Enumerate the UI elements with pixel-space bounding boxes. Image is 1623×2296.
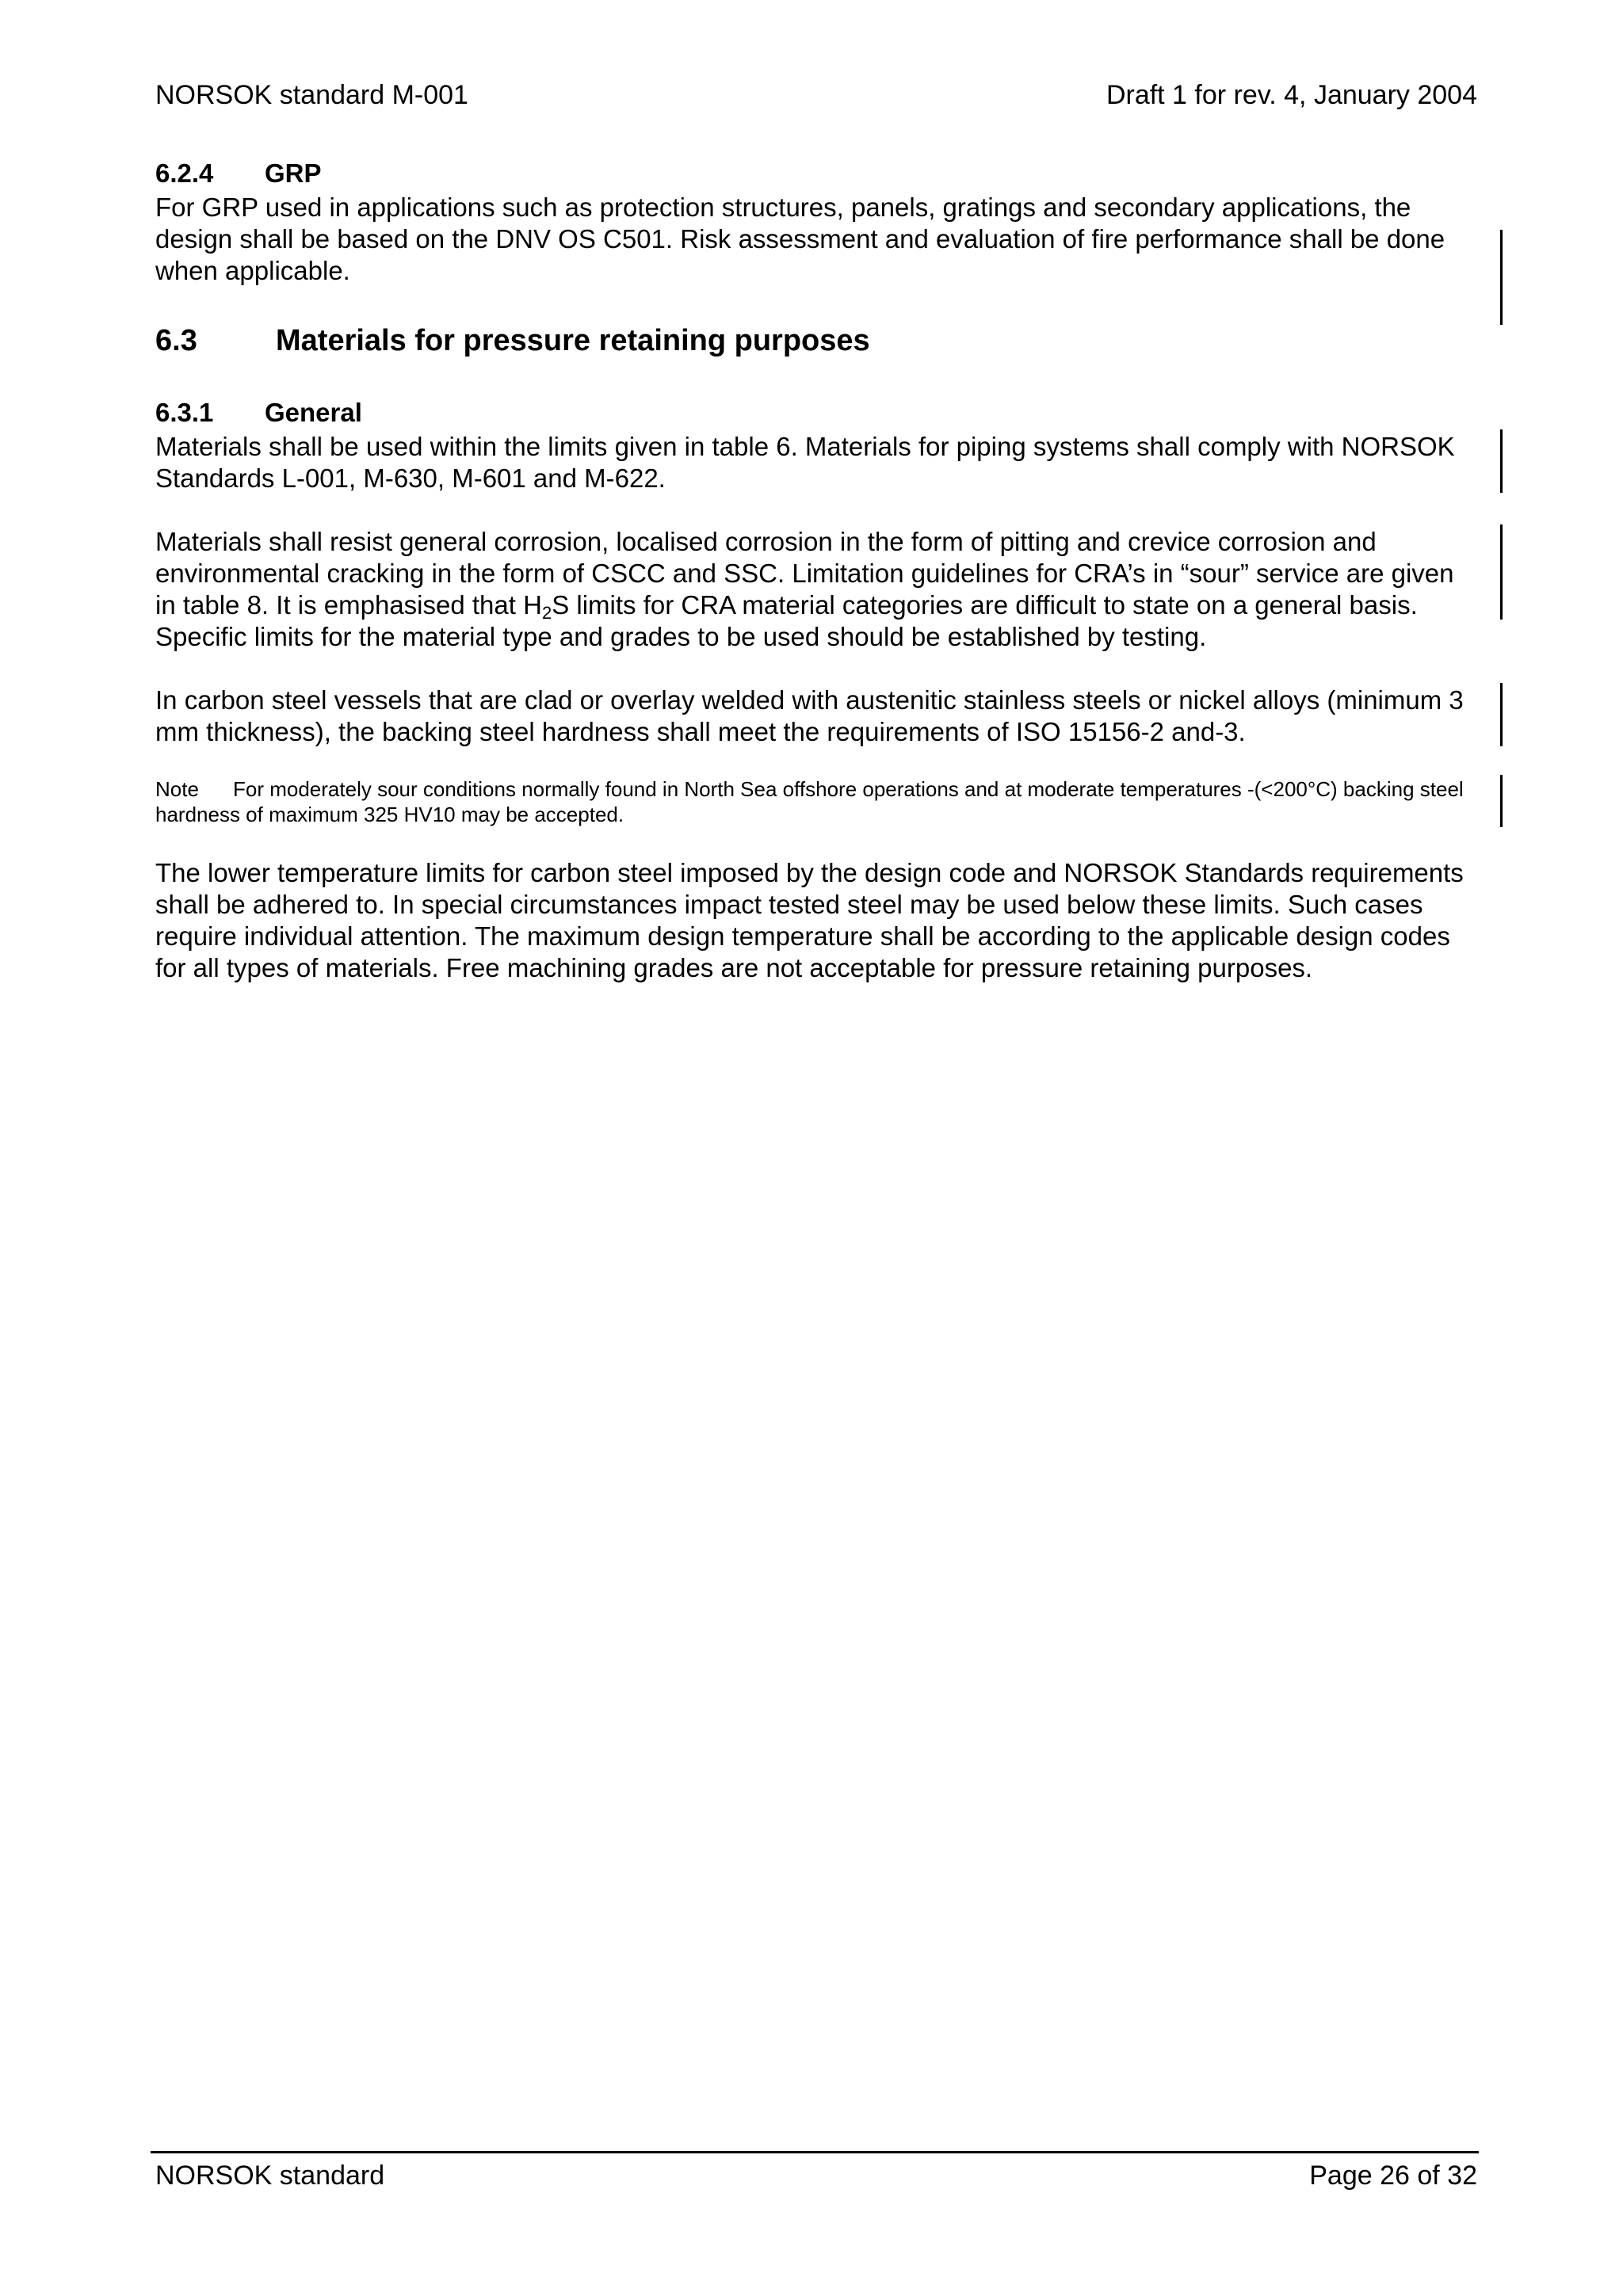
paragraph-text: In carbon steel vessels that are clad or overlay welded with austenitic stainless steels or nickel alloys (minimum 3 mm thickness), the backing steel hardness shall meet the requirements of ISO 15156-2 and-3. [155,685,1464,746]
section-number: 6.3 [155,324,197,357]
section-heading-6-3 [155,320,1477,361]
revision-change-bar [1500,230,1503,325]
general-paragraph-1 [155,431,1477,494]
section-heading-6-2-4 [155,155,1477,192]
section-heading-6-3-1 [155,395,1477,431]
section-title: General [265,398,362,427]
note-text: For moderately sour conditions normally found in North Sea offshore operations and at moderate temperatures -(<200°C) backing steel hardness of maximum 325 HV10 may be accepted. [155,777,1464,826]
subscript-2: 2 [541,603,552,623]
section-number: 6.2.4 [155,158,214,188]
hardness-note [155,776,1477,827]
revision-change-bar [1500,775,1503,827]
footer-divider [151,2151,1479,2153]
header-standard-name: NORSOK standard M-001 [155,80,468,110]
note-label: Note [155,777,199,801]
section-number: 6.3.1 [155,398,214,427]
section-title: GRP [265,158,322,188]
paragraph-text: Materials shall be used within the limits given in table 6. Materials for piping systems shall comply with NORSOK Standards L-001, M-630, M-601 and M-622. [155,432,1455,493]
general-paragraph-4 [155,857,1477,984]
revision-change-bar [1500,429,1503,493]
grp-paragraph [155,192,1477,287]
section-title: Materials for pressure retaining purposes [276,324,870,357]
page-number: Page 26 of 32 [1309,2161,1477,2191]
paragraph-text: For GRP used in applications such as protection structures, panels, gratings and secondary applications, the design shall be based on the DNV OS C501. Risk assessment and evaluation of fire performance shall be done when applicable. [155,193,1445,285]
revision-change-bar [1500,524,1503,620]
paragraph-text-after-subscript: S limits for CRA material categories are difficult to state on a general basis. Specific limits for the material type and grades to be used should be established by testing. [155,590,1418,651]
general-paragraph-3 [155,685,1477,748]
revision-change-bar [1500,683,1503,746]
paragraph-text-before-subscript: Materials shall resist general corrosion, localised corrosion in the form of pitting and crevice corrosion and environmental cracking in the form of CSCC and SSC. Limitation guidelines for CRA’s in “sour” service are given in table 8. It is emphasised that H [155,527,1454,620]
page-content [155,155,1477,984]
paragraph-text: The lower temperature limits for carbon steel imposed by the design code and NORSOK Standards requirements shall be adhered to. In special circumstances impact tested steel may be used below these limits. Such cases require individual attention. The maximum design temperature shall be according to the applicable design codes for all types of materials. Free machining grades are not acceptable for pressure retaining purposes. [155,858,1464,982]
footer-standard-name: NORSOK standard [155,2161,385,2191]
general-paragraph-2 [155,526,1477,653]
header-revision: Draft 1 for rev. 4, January 2004 [1106,80,1477,110]
